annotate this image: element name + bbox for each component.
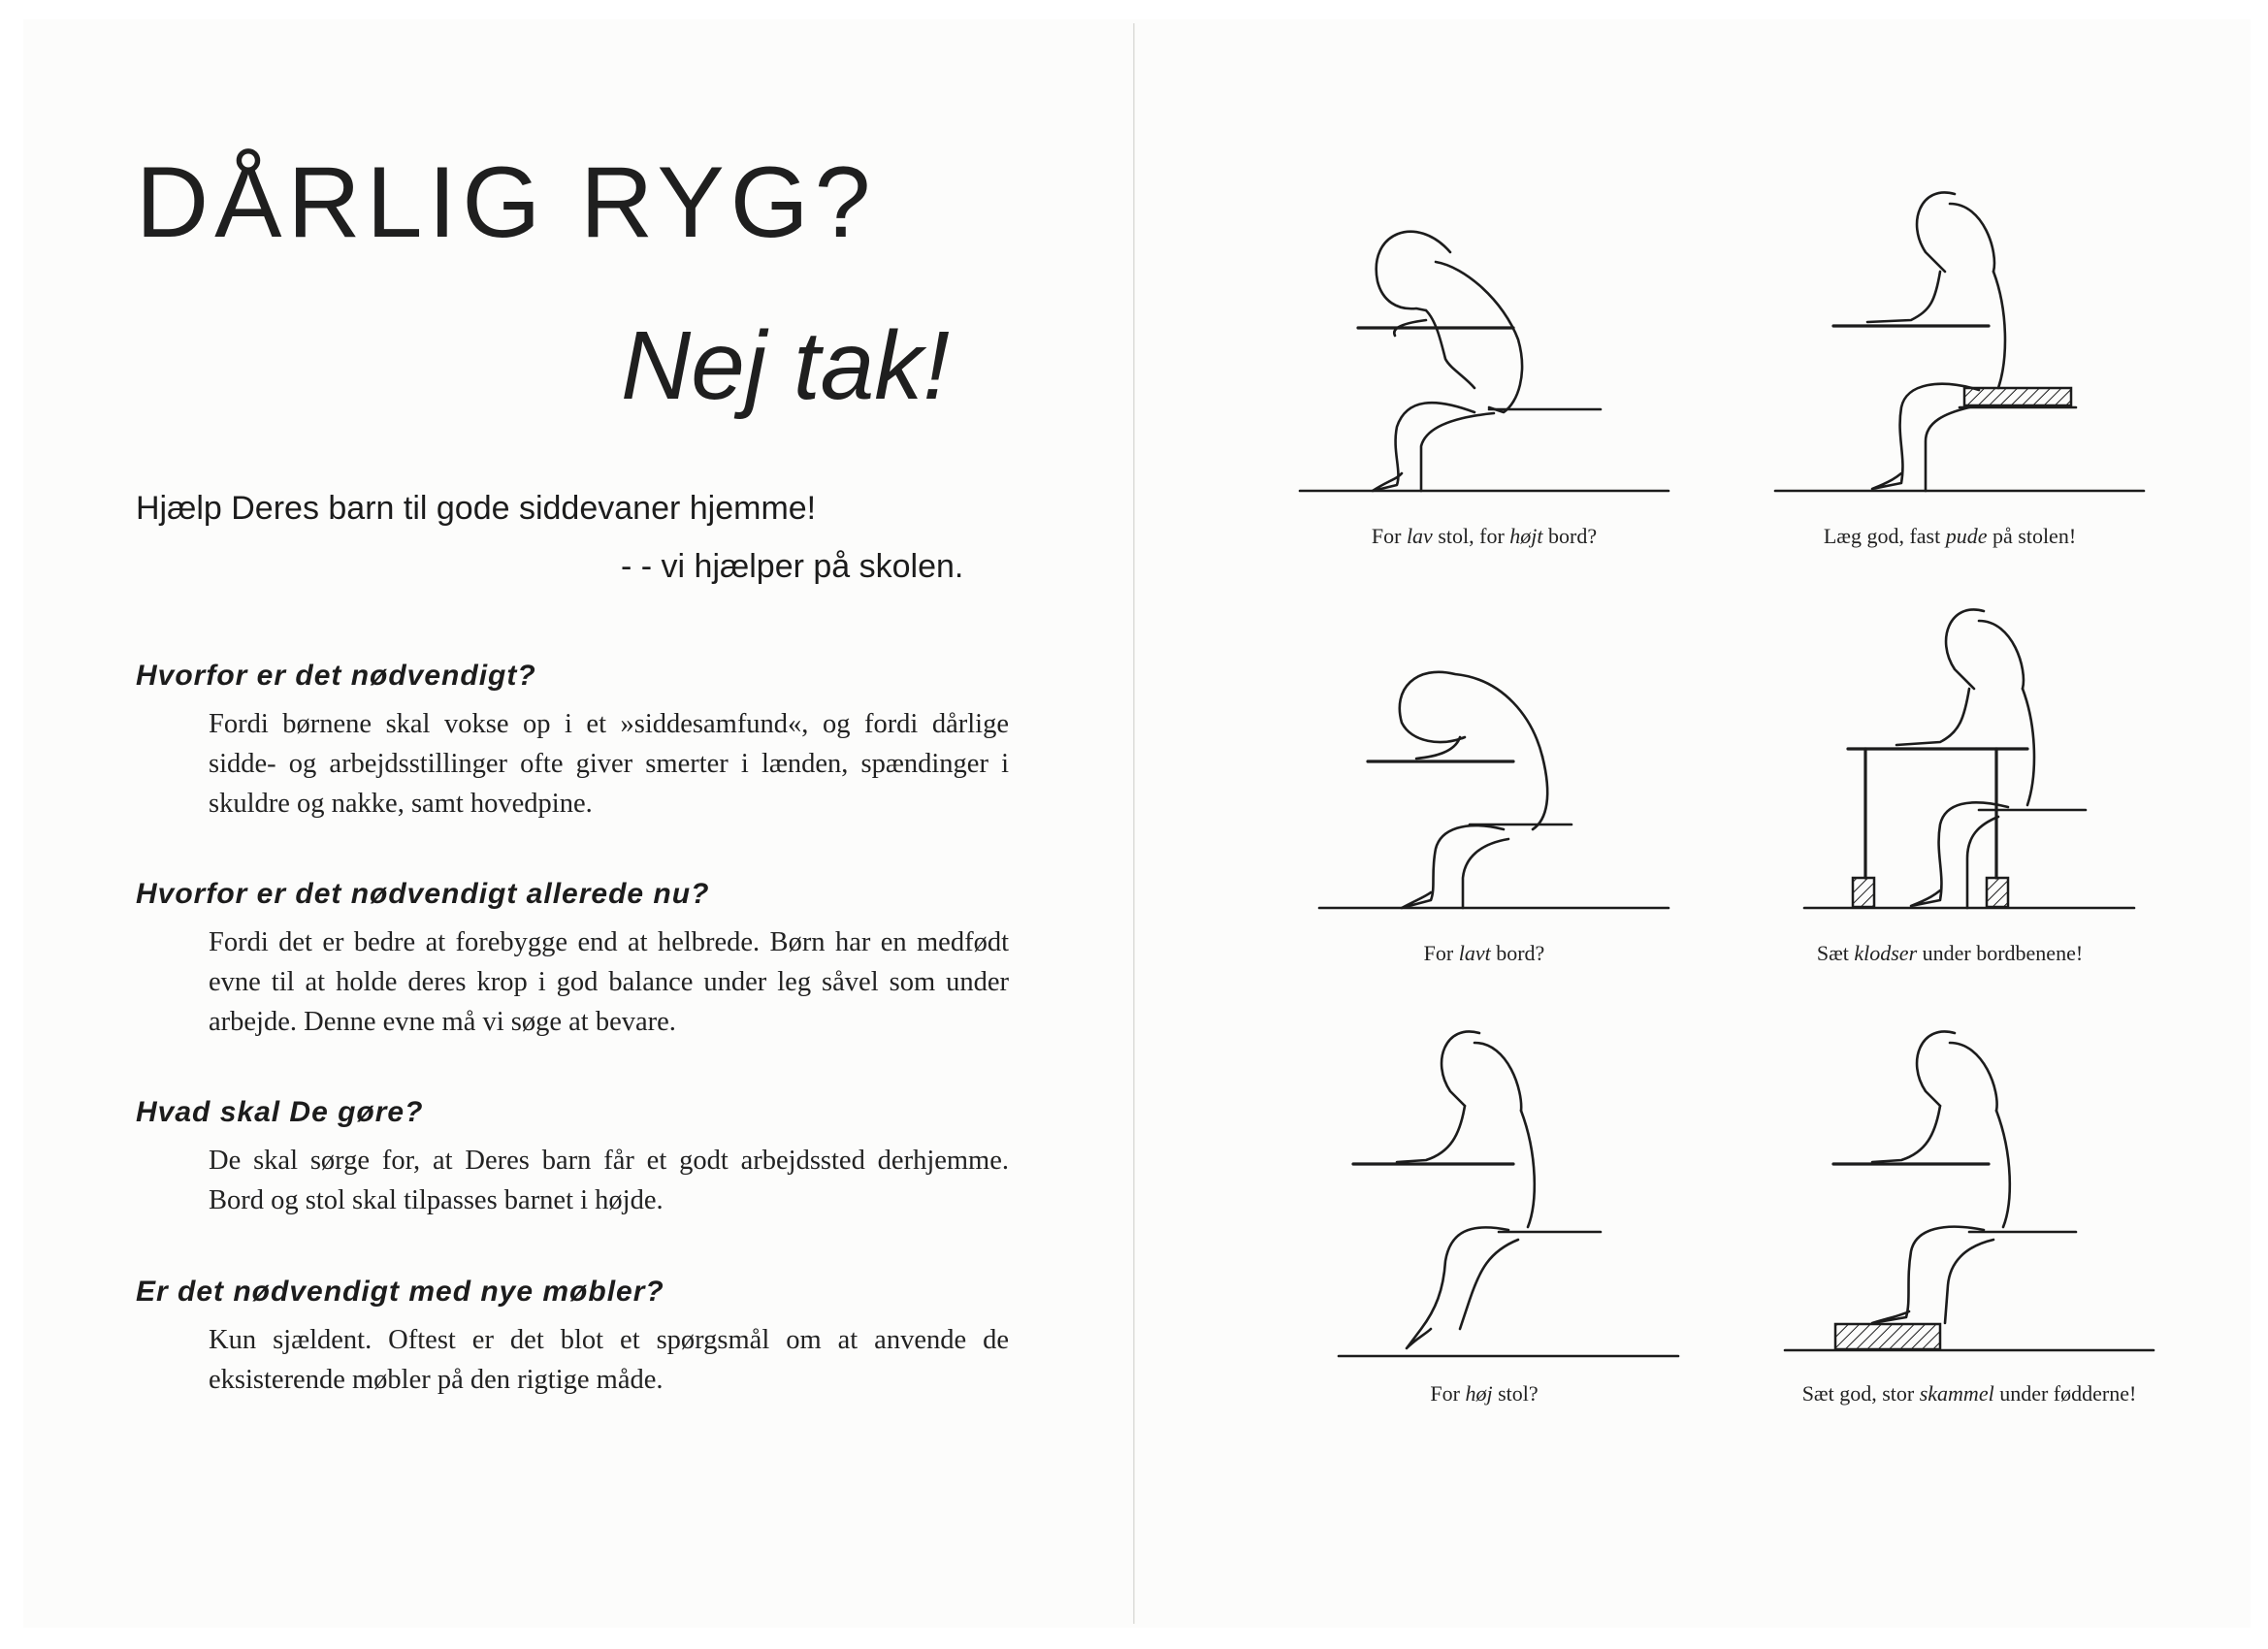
figure-blocks [1746, 582, 2154, 980]
caption-text: Sæt god, stor [1801, 1381, 1920, 1406]
figure-low-chair-high-table [1280, 194, 1688, 553]
page-title: DÅRLIG RYG? [136, 146, 877, 259]
section-why-now [136, 878, 1009, 1042]
figure-high-chair [1280, 1009, 1688, 1416]
intro-line-2: - - vi hjælper på skolen. [621, 548, 964, 585]
caption-text: stol? [1492, 1381, 1539, 1406]
left-page [0, 0, 1131, 1649]
section-heading: Er det nødvendigt med nye møbler? [136, 1276, 664, 1308]
caption-emphasis: lav [1406, 524, 1433, 548]
section-what-to-do [136, 1096, 1009, 1220]
caption-text: under fødderne! [1993, 1381, 2137, 1406]
section-body: Kun sjældent. Oftest er det blot et spørgsmål om at anvende de eksisterende møbler på den rigtige måde. [209, 1325, 1009, 1395]
section-heading: Hvad skal De gøre? [136, 1096, 424, 1128]
right-page [1135, 0, 2268, 1649]
caption-emphasis: skammel [1919, 1381, 1994, 1406]
figure-cushion [1746, 165, 2154, 553]
section-heading: Hvorfor er det nødvendigt allerede nu? [136, 878, 710, 910]
caption-text: under bordbenene! [1917, 941, 2084, 965]
caption-text: bord? [1542, 524, 1598, 548]
section-body: Fordi børnene skal vokse op i et »siddesamfund«, og fordi dårlige sidde- og arbejdsstillinger ofte giver smerter i lænden, spændinger i skuldre og nakke, samt hovedpine. [209, 709, 1009, 819]
figure-footstool [1746, 1009, 2192, 1416]
caption-text: Læg god, fast [1823, 524, 1946, 548]
caption-emphasis: lavt [1458, 941, 1491, 965]
caption-emphasis: pude [1945, 524, 1988, 548]
caption-text: For [1430, 1381, 1466, 1406]
figure-low-table [1280, 640, 1688, 980]
child-slouching-low-chair-icon [1280, 194, 1688, 514]
figure-caption [1280, 1381, 1688, 1406]
section-why [136, 660, 1009, 824]
caption-emphasis: høj [1465, 1381, 1493, 1406]
figure-caption [1280, 941, 1688, 966]
section-heading: Hvorfor er det nødvendigt? [136, 660, 536, 692]
table-on-blocks-icon [1746, 582, 2154, 941]
caption-text: bord? [1490, 941, 1545, 965]
caption-emphasis: højt [1509, 524, 1543, 548]
figure-caption [1746, 1381, 2192, 1406]
caption-text: stol, for [1432, 524, 1510, 548]
child-hunched-low-table-icon [1280, 640, 1688, 941]
child-high-chair-dangling-feet-icon [1280, 1009, 1688, 1377]
figure-caption [1746, 524, 2154, 549]
caption-emphasis: klodser [1854, 941, 1918, 965]
caption-text: For [1371, 524, 1407, 548]
intro-line-1: Hjælp Deres barn til gode siddevaner hjemme! [136, 490, 817, 527]
section-new-furniture [136, 1276, 1009, 1400]
figure-caption [1746, 941, 2154, 966]
child-with-footstool-icon [1746, 1009, 2192, 1377]
section-body: Fordi det er bedre at forebygge end at helbrede. Børn har en medfødt evne til at holde deres krop i god balance under leg såvel som under arbejde. Denne evne må vi søge at bevare. [209, 927, 1009, 1037]
page-subtitle: Nej tak! [621, 311, 951, 420]
caption-text: Sæt [1816, 941, 1855, 965]
figure-caption [1280, 524, 1688, 549]
caption-text: på stolen! [1987, 524, 2077, 548]
caption-text: For [1423, 941, 1459, 965]
child-on-cushion-icon [1746, 165, 2154, 514]
section-body: De skal sørge for, at Deres barn får et godt arbejdssted derhjemme. Bord og stol skal tilpasses barnet i højde. [209, 1146, 1009, 1215]
